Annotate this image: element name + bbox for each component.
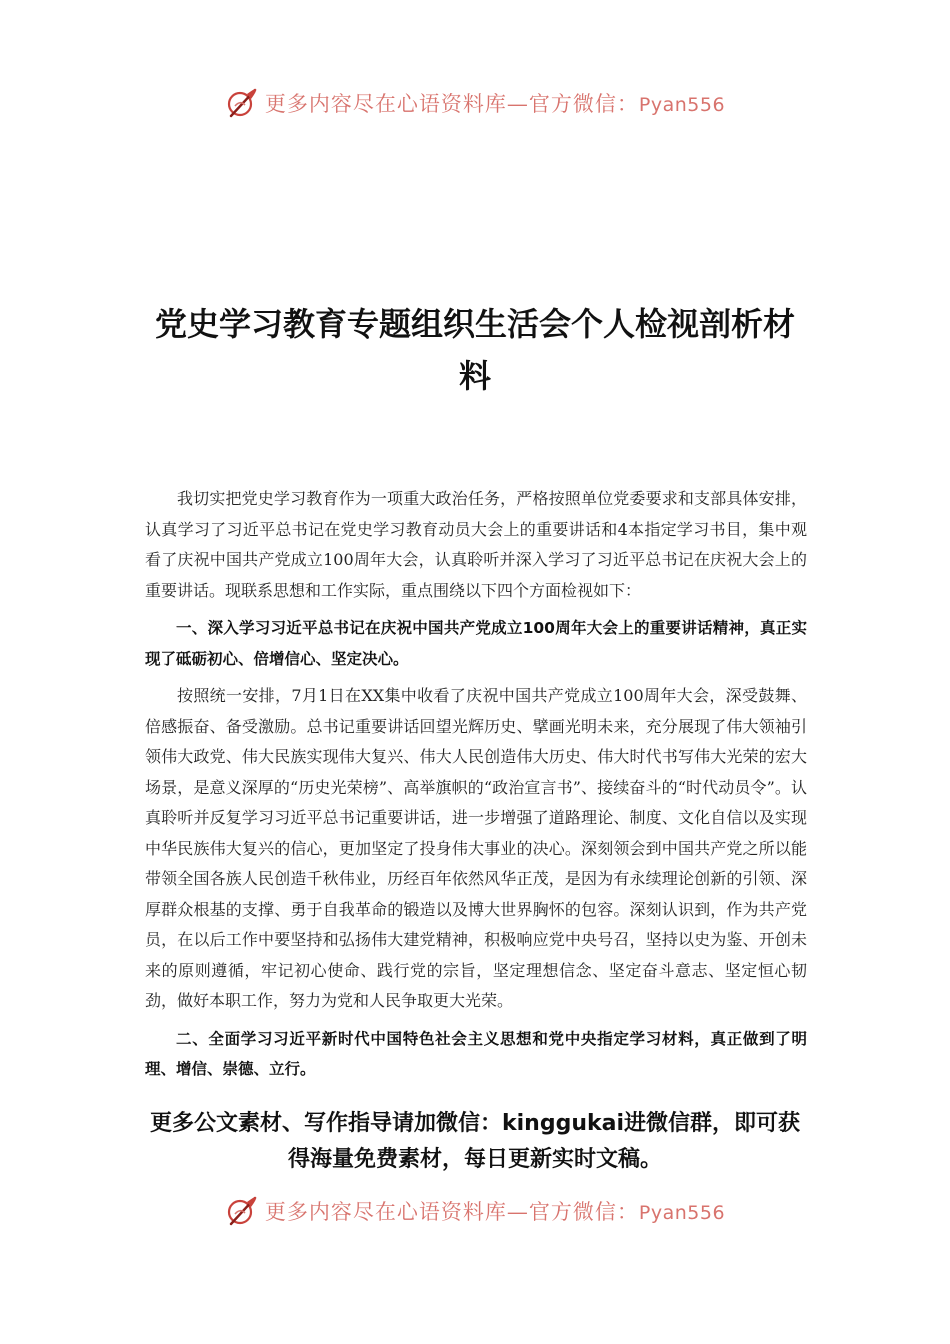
wechat-id: Pyan556 [638,94,726,116]
section-heading-2: 二、全面学习习近平新时代中国特色社会主义思想和党中央指定学习材料，真正做到了明理、增信、崇德、立行。 [145,1029,807,1078]
document-title: 党史学习教育专题组织生活会个人检视剖析材料 [154,305,795,395]
wechat-id: Pyan556 [638,1202,726,1224]
promo-notice: 更多公文素材、写作指导请加微信：kinggukai进微信群，即可获得海量免费素材，每日更新实时文稿。 [149,1111,800,1172]
banner-text: 更多内容尽在心语资料库—官方微信：Pyan556 [264,92,726,116]
quill-pen-logo-icon [225,86,259,120]
section-heading-1: 一、深入学习习近平总书记在庆祝中国共产党成立100周年大会上的重要讲话精神，真正实现了砥砺初心、倍增信心、坚定决心。 [145,619,807,668]
banner-text: 更多内容尽在心语资料库—官方微信：Pyan556 [264,1200,726,1224]
section-1-paragraph: 按照统一安排，7月1日在XX集中收看了庆祝中国共产党成立100周年大会，深受鼓舞、倍感振奋、备受激励。总书记重要讲话回望光辉历史、擘画光明未来，充分展现了伟大领袖引领伟大政党、伟大民族实现伟大复兴、伟大人民创造伟大历史、伟大时代书写伟大光荣的宏大场景，是意义深厚的“历史光荣榜”、高举旗帜的“政治宣言书”、接续奋斗的“时代动员令”。认真聆听并反复学习习近平总书记重要讲话，进一步增强了道路理论、制度、文化自信以及实现中华民族伟大复兴的信心，更加坚定了投身伟大事业的决心。深刻领会到中国共产党之所以能带领全国各族人民创造千秋伟业，历经百年依然风华正茂，是因为有永续理论创新的引领、深厚群众根基的支撑、勇于自我革命的锻造以及博大世界胸怀的包容。深刻认识到，作为共产党员，在以后工作中要坚持和弘扬伟大建党精神，积极响应党中央号召，坚持以史为鉴、开创未来的原则遵循，牢记初心使命、践行党的宗旨，坚定理想信念、坚定奋斗意志、坚定恒心韧劲，做好本职工作，努力为党和人民争取更大光荣。 [145,686,807,1010]
header-banner [0,80,950,126]
quill-pen-logo-icon [225,1194,259,1228]
intro-paragraph: 我切实把党史学习教育作为一项重大政治任务，严格按照单位党委要求和支部具体安排，认真学习了习近平总书记在党史学习教育动员大会上的重要讲话和4本指定学习书目，集中观看了庆祝中国共产党成立100周年大会，认真聆听并深入学习了习近平总书记在庆祝大会上的重要讲话。现联系思想和工作实际，重点围绕以下四个方面检视如下： [145,489,807,600]
footer-banner [0,1188,950,1234]
document-body [145,484,807,1085]
